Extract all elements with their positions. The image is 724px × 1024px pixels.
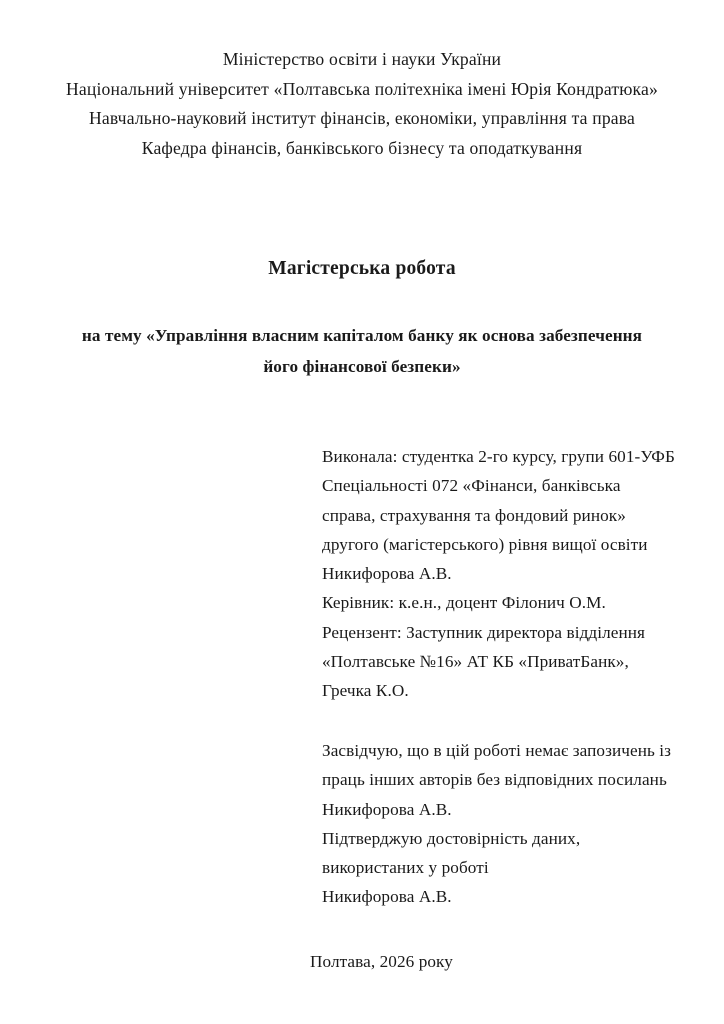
author-line-degree-level: другого (магістерського) рівня вищої освіти xyxy=(322,534,648,554)
header-line-institute: Навчально-науковий інститут фінансів, економіки, управління та права xyxy=(88,108,636,128)
author-line-specialty-2: справа, страхування та фондовий ринок» xyxy=(322,505,626,525)
author-line-student-course: Виконала: студентка 2-го курсу, групи 601-УФБ xyxy=(322,447,675,466)
declaration-line-originality-1: Засвідчую, що в цій роботі немає запозичень із xyxy=(322,741,672,760)
declaration-line-accuracy-2: використаних у роботі xyxy=(322,858,489,878)
header-line-university: Національний університет «Полтавська політехніка імені Юрія Кондратюка» xyxy=(66,78,658,99)
author-line-reviewer-name: Гречка К.О. xyxy=(322,681,409,701)
author-line-reviewer-bank: «Полтавське №16» АТ КБ «ПриватБанк», xyxy=(322,652,629,672)
author-line-reviewer-title: Рецензент: Заступник директора відділення xyxy=(322,622,646,642)
thesis-topic xyxy=(52,320,672,382)
header-line-ministry: Міністерство освіти і науки України xyxy=(222,49,502,69)
author-supervisor-block xyxy=(322,442,702,706)
declaration-line-originality-2: праць інших авторів без відповідних посилань xyxy=(322,770,667,790)
declaration-line-accuracy-1: Підтверджую достовірність даних, xyxy=(322,828,581,848)
document-type-title: Магістерська робота xyxy=(268,258,456,279)
declaration-line-signature-1: Никифорова А.В. xyxy=(322,799,452,819)
thesis-topic-line-2: його фінансової безпеки» xyxy=(263,357,461,376)
author-line-supervisor: Керівник: к.е.н., доцент Філонич О.М. xyxy=(322,593,606,613)
institution-header xyxy=(40,45,684,163)
originality-declaration-block xyxy=(322,736,702,912)
header-line-department: Кафедра фінансів, банківського бізнесу та оподаткування xyxy=(141,137,583,158)
thesis-topic-line-1: на тему «Управління власним капіталом банку як основа забезпечення xyxy=(81,326,643,345)
author-line-student-name: Никифорова А.В. xyxy=(322,564,452,584)
declaration-line-signature-2: Никифорова А.В. xyxy=(322,887,452,907)
place-and-year: Полтава, 2026 року xyxy=(310,952,453,971)
author-line-specialty-1: Спеціальності 072 «Фінанси, банківська xyxy=(322,476,621,496)
